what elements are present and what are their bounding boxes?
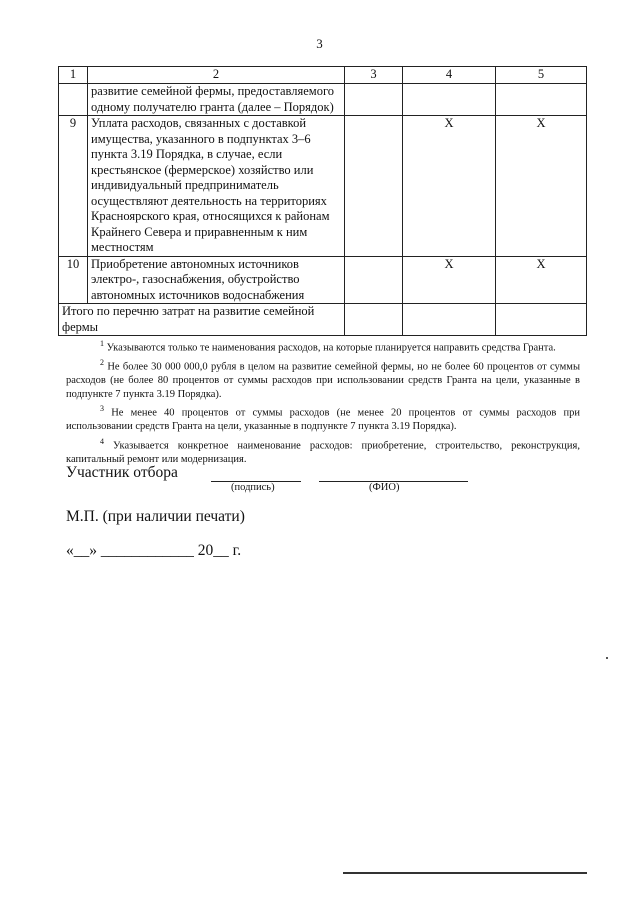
cell-col5: X	[496, 116, 587, 257]
expense-description: Уплата расходов, связанных с доставкой имущества, указанного в подпунктах 3–6 пункта 3.19 Порядка, в случае, если крестьянское (фермерское) хозяйство или индивидуальный предприниматель осуществляют деятельность на территориях Красноярского края, относящихся к районам Крайнего Севера и приравненным к ним местностям	[88, 116, 345, 257]
footnote-text: Указываются только те наименования расходов, на которые планируется направить средства Гранта.	[106, 342, 556, 354]
page-number: 3	[316, 36, 323, 51]
footnote	[66, 337, 580, 355]
scan-speck	[606, 657, 608, 659]
table-header-row	[59, 67, 587, 84]
row-number: 10	[59, 256, 88, 304]
bottom-rule	[343, 872, 587, 874]
footnote-mark: 1	[100, 339, 104, 348]
signature-caption: (подпись)	[231, 482, 275, 493]
footnote-mark: 3	[100, 404, 104, 413]
column-header: 3	[345, 67, 403, 84]
footnote-mark: 2	[100, 358, 104, 367]
stamp-note: М.П. (при наличии печати)	[66, 508, 245, 525]
cell-col4	[403, 84, 496, 116]
cell-col4: X	[403, 116, 496, 257]
column-header: 4	[403, 67, 496, 84]
cell-col3	[345, 84, 403, 116]
expense-description: Приобретение автономных источников электро-, газоснабжения, обустройство автономных источников водоснабжения	[88, 256, 345, 304]
footnote	[66, 402, 580, 434]
table-row	[59, 116, 587, 257]
table-row	[59, 256, 587, 304]
footnote	[66, 356, 580, 401]
table-total-row	[59, 304, 587, 336]
total-label: Итого по перечню затрат на развитие семейной фермы	[59, 304, 345, 336]
cell-col3	[345, 256, 403, 304]
total-col4	[403, 304, 496, 336]
participant-label: Участник отбора	[66, 464, 178, 481]
cell-col5	[496, 84, 587, 116]
date-line: «__» ____________ 20__ г.	[66, 542, 242, 559]
footnote-text: Не менее 40 процентов от суммы расходов (не менее 20 процентов от суммы расходов при использовании средств Гранта на цели, указанные в подпункте 7 пункта 3.19 Порядка).	[66, 407, 581, 432]
cell-col5: X	[496, 256, 587, 304]
cell-col4: X	[403, 256, 496, 304]
total-col5	[496, 304, 587, 336]
row-number	[59, 84, 88, 116]
column-header: 5	[496, 67, 587, 84]
expense-table	[58, 66, 587, 336]
footnote	[66, 435, 580, 467]
column-header: 2	[88, 67, 345, 84]
footnote-text: Не более 30 000 000,0 рубля в целом на развитие семейной фермы, но не более 60 процентов от суммы расходов (не более 80 процентов от суммы расходов при использовании средств Гранта на цели, указанные в подпункте 7 пункта 3.19 Порядка).	[66, 361, 581, 400]
footnotes	[66, 337, 580, 467]
row-number: 9	[59, 116, 88, 257]
footnote-text: Указывается конкретное наименование расходов: приобретение, строительство, реконструкция, капитальный ремонт или модернизация.	[66, 440, 581, 465]
cell-col3	[345, 116, 403, 257]
column-header: 1	[59, 67, 88, 84]
footnote-mark: 4	[100, 436, 104, 446]
table-row	[59, 84, 587, 116]
total-col3	[345, 304, 403, 336]
name-caption: (ФИО)	[369, 482, 400, 493]
expense-description: развитие семейной фермы, предоставляемого одному получателю гранта (далее – Порядок)	[88, 84, 345, 116]
